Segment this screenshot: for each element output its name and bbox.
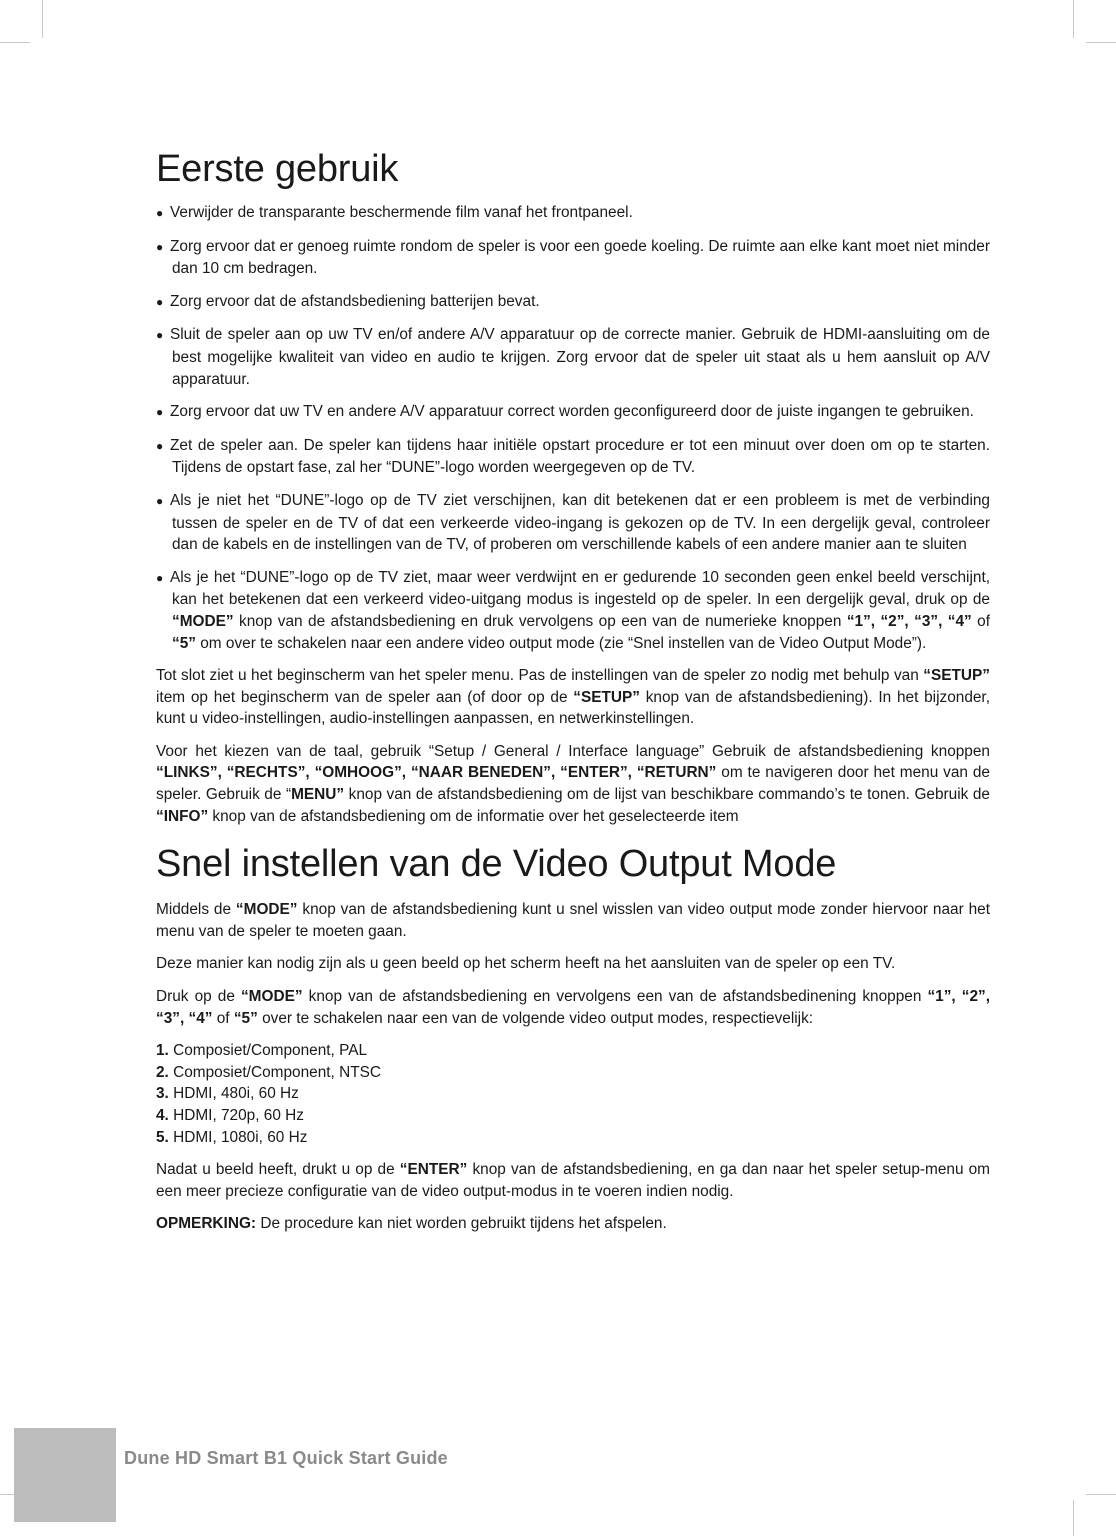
body-paragraph: Tot slot ziet u het beginscherm van het speler menu. Pas de instellingen van de speler zo nodig met behulp van “SETUP” item op het beginscherm van de speler aan (of door op de “SETUP” knop van de afstandsbediening). In het bijzonder, kunt u video-instellingen, audio-instellingen aanpassen, en netwerkinstellingen. xyxy=(156,667,990,728)
bullet-dot-icon: ● xyxy=(156,294,164,309)
video-mode-list xyxy=(156,1040,990,1148)
bold-keyword: “SETUP” xyxy=(573,688,640,706)
bullet-dot-icon: ● xyxy=(156,570,164,585)
bold-keyword: OPMERKING: xyxy=(156,1215,257,1233)
bold-keyword: “MODE” xyxy=(172,612,234,630)
bold-keyword: MENU” xyxy=(291,786,345,804)
bullet-dot-icon: ● xyxy=(156,206,164,220)
bullet-dot-icon: ● xyxy=(156,239,164,254)
bullet-item: ● Sluit de speler aan op uw TV en/of andere A/V apparatuur op de correcte manier. Gebruik de HDMI-aansluiting om de best mogelijke kwaliteit van video en audio te krijgen. Zorg ervoor dat de speler uit staat als u hem aansluit op A/V apparatuur. xyxy=(156,326,990,388)
crop-mark xyxy=(1086,1494,1116,1495)
bold-keyword: “ENTER” xyxy=(399,1161,468,1179)
crop-mark xyxy=(0,1494,14,1495)
video-mode-item: 5. HDMI, 1080i, 60 Hz xyxy=(156,1128,308,1146)
bold-keyword: “1”, “2”, “3”, “4” xyxy=(156,988,991,1027)
bullet-item: ● Als je niet het “DUNE”-logo op de TV ziet verschijnen, kan dit betekenen dat er een probleem is met de verbinding tussen de speler en de TV of dat een verkeerde video-ingang is gekozen op de TV. In een dergelijk geval, controleer dan de kabels en de instellingen van de TV, of proberen om verschillende kabels of een andere manier aan te sluiten xyxy=(156,491,990,554)
body-paragraph: Druk op de “MODE” knop van de afstandsbediening en vervolgens een van de afstandsbedinening knoppen “1”, “2”, “3”, “4” of “5” over te schakelen naar een van de volgende video output modes, respectievelijk: xyxy=(156,988,991,1027)
bold-keyword: “1”, “2”, “3”, “4” xyxy=(846,612,972,630)
bullet-item: ● Als je het “DUNE”-logo op de TV ziet, maar weer verdwijnt en er gedurende 10 seconden geen enkel beeld verschijnt, kan het betekenen dat een verkeerd video-uitgang modus is ingesteld op de speler. In een dergelijk geval, druk op de “MODE” knop van de afstandsbediening en druk vervolgens op een van de numerieke knoppen “1”, “2”, “3”, “4” of “5” om over te schakelen naar een andere video output mode (zie “Snel instellen van de Video Output Mode”). xyxy=(156,568,990,652)
video-mode-item: 4. HDMI, 720p, 60 Hz xyxy=(156,1107,304,1124)
bold-keyword: “LINKS”, “RECHTS”, “OMHOOG”, “NAAR BENEDEN”, “ENTER”, “RETURN” xyxy=(156,764,717,782)
bullet-dot-icon: ● xyxy=(156,493,164,508)
bold-keyword: “MODE” xyxy=(235,901,298,919)
bold-keyword: “MODE” xyxy=(240,988,303,1006)
crop-mark xyxy=(0,42,30,43)
video-mode-number: 2. xyxy=(156,1063,169,1081)
bullet-item: ● Zorg ervoor dat de afstandsbediening batterijen bevat. xyxy=(156,291,990,314)
bold-keyword: “INFO” xyxy=(156,807,209,825)
section-heading-video-output: Snel instellen van de Video Output Mode xyxy=(156,843,837,886)
video-mode-number: 3. xyxy=(156,1085,169,1103)
body-paragraph: Voor het kiezen van de taal, gebruik “Setup / General / Interface language” Gebruik de afstandsbediening knoppen “LINKS”, “RECHTS”, “OMHOOG”, “NAAR BENEDEN”, “ENTER”, “RETURN” om te navigeren door het menu van de speler. Gebruik de “MENU” knop van de afstandsbediening om de lijst van beschikbare commando’s te tonen. Gebruik de “INFO” knop van de afstandsbediening om de informatie over het geselecteerde item xyxy=(156,742,990,825)
bullet-item: ● Zorg ervoor dat uw TV en andere A/V apparatuur correct worden geconfigureerd door de juiste ingangen te gebruiken. xyxy=(156,401,990,424)
bullet-dot-icon: ● xyxy=(156,405,164,420)
video-mode-number: 1. xyxy=(156,1042,169,1060)
first-use-bullet-list xyxy=(156,202,990,654)
body-paragraph: OPMERKING: De procedure kan niet worden gebruikt tijdens het afspelen. xyxy=(156,1215,667,1233)
crop-mark xyxy=(42,0,43,38)
body-paragraph: Middels de “MODE” knop van de afstandsbediening kunt u snel wisslen van video output mode zonder hiervoor naar het menu van de speler te moeten gaan. xyxy=(156,901,990,940)
video-output-intro xyxy=(156,899,990,1029)
bullet-item: ● Verwijder de transparante beschermende film vanaf het frontpaneel. xyxy=(156,202,990,225)
bullet-dot-icon: ● xyxy=(156,438,164,453)
footer-title: Dune HD Smart B1 Quick Start Guide xyxy=(124,1448,448,1468)
video-mode-item: 3. HDMI, 480i, 60 Hz xyxy=(156,1085,299,1103)
bullet-item: ● Zorg ervoor dat er genoeg ruimte rondom de speler is voor een goede koeling. De ruimte aan elke kant moet niet minder dan 10 cm bedragen. xyxy=(156,237,990,278)
bullet-item: ● Zet de speler aan. De speler kan tijdens haar initiële opstart procedure er tot een minuut over doen om op te starten. Tijdens de opstart fase, zal her “DUNE”-logo worden weergegeven op de TV. xyxy=(156,436,990,477)
video-output-outro xyxy=(156,1159,990,1235)
video-mode-number: 4. xyxy=(156,1107,169,1124)
bold-keyword: “SETUP” xyxy=(923,667,990,685)
first-use-paragraphs xyxy=(156,665,990,827)
page-content xyxy=(156,146,990,1246)
body-paragraph: Deze manier kan nodig zijn als u geen beeld op het scherm heeft na het aansluiten van de speler op een TV. xyxy=(156,955,896,973)
page-number-box xyxy=(14,1428,116,1522)
crop-mark xyxy=(1073,1500,1074,1536)
bold-keyword: “5” xyxy=(233,1009,258,1027)
crop-mark xyxy=(1073,0,1074,38)
bold-keyword: “5” xyxy=(172,634,196,652)
video-mode-item: 2. Composiet/Component, NTSC xyxy=(156,1063,381,1081)
body-paragraph: Nadat u beeld heeft, drukt u op de “ENTER” knop van de afstandsbediening, en ga dan naar het speler setup-menu om een meer precieze configuratie van de video output-modus in te voeren indien nodig. xyxy=(156,1161,990,1200)
bullet-dot-icon: ● xyxy=(156,328,164,343)
section-heading-first-use: Eerste gebruik xyxy=(156,148,399,190)
crop-mark xyxy=(1086,42,1116,43)
video-mode-item: 1. Composiet/Component, PAL xyxy=(156,1042,368,1060)
video-mode-number: 5. xyxy=(156,1128,169,1146)
